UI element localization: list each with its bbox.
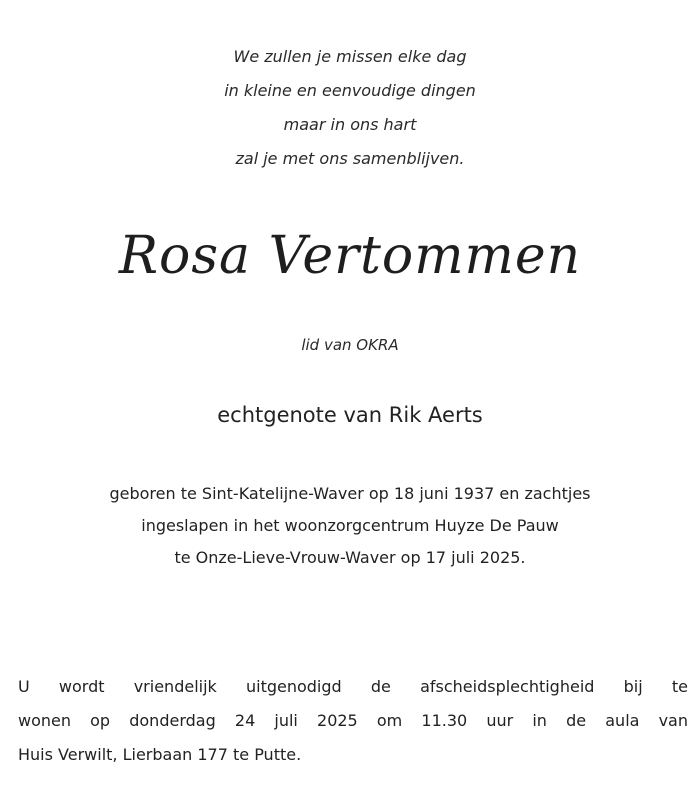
poem-line: maar in ons hart [283,115,417,134]
invitation-line: wonen op donderdag 24 juli 2025 om 11.30 uur in de aula van [18,711,688,730]
birth-death-text [0,478,700,574]
invitation-line: Huis Verwilt, Lierbaan 177 te Putte. [18,745,302,764]
poem-line: in kleine en eenvoudige dingen [224,81,476,100]
invitation-line: U wordt vriendelijk uitgenodigd de afscheidsplechtigheid bij te [18,677,688,696]
poem [0,40,700,176]
deceased-name: Rosa Vertommen [118,226,582,286]
spouse-label: echtgenote van Rik Aerts [217,403,483,427]
invitation-text [18,670,688,772]
birth-death-line: te Onze-Lieve-Vrouw-Waver op 17 juli 2025. [174,548,526,567]
birth-death-line: ingeslapen in het woonzorgcentrum Huyze De Pauw [141,516,559,535]
poem-line: We zullen je missen elke dag [233,47,467,66]
membership-label: lid van OKRA [301,336,399,354]
poem-line: zal je met ons samenblijven. [235,149,465,168]
birth-death-line: geboren te Sint-Katelijne-Waver op 18 juni 1937 en zachtjes [109,484,591,503]
